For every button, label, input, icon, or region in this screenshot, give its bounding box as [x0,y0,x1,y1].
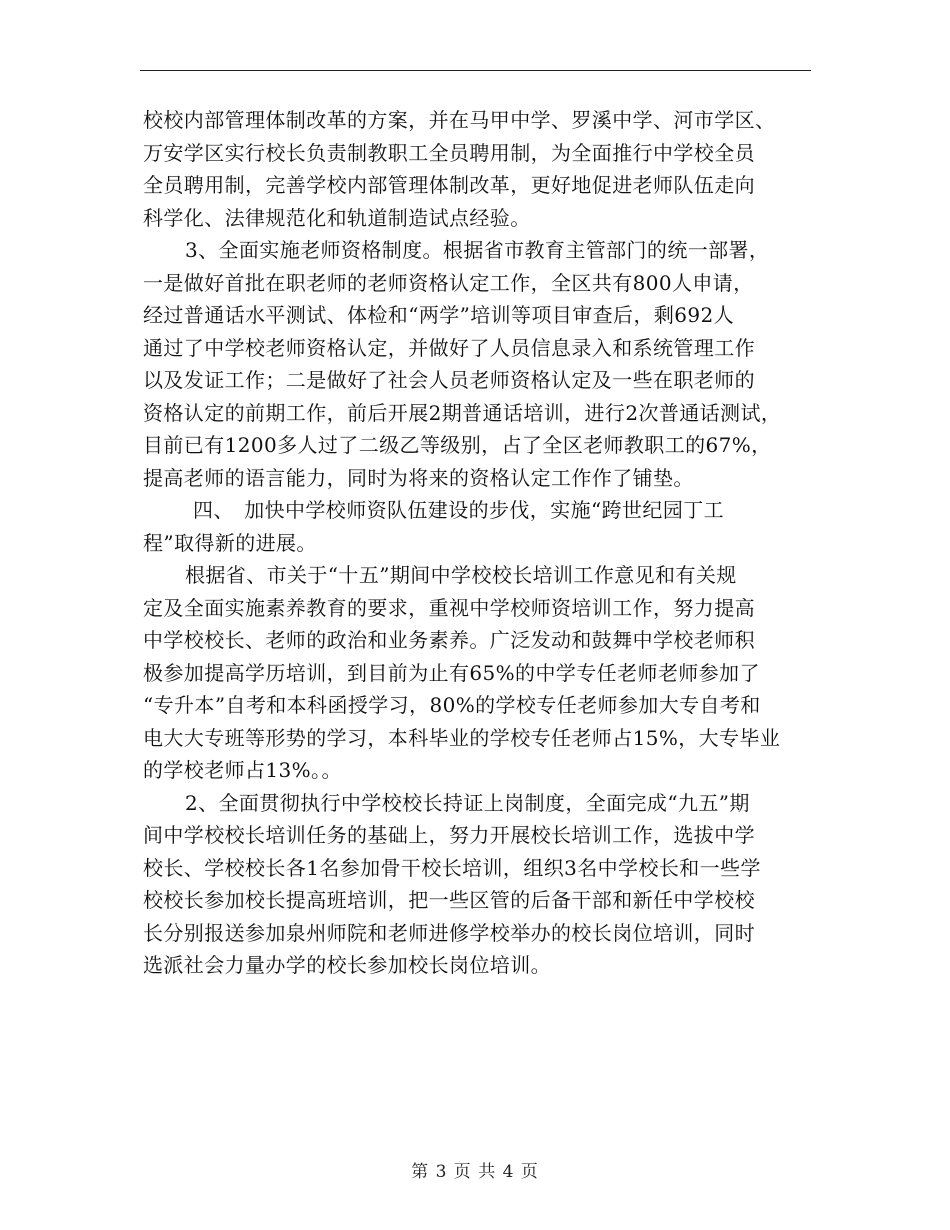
text-line: 科学化、法律规范化和轨道制造试点经验。 [143,205,531,230]
text-line: 根据省、市关于“十五”期间中学校校长培训工作意见和有关规 [185,563,737,587]
text-line: 间中学校校长培训任务的基础上，努力开展校长培训工作，选拔中学 [143,823,755,847]
text-line: 中学校校长、老师的政治和业务素养。广泛发动和鼓舞中学校老师积 [143,628,755,652]
text-line: 通过了中学校老师资格认定，并做好了人员信息录入和系统管理工作 [143,335,755,360]
text-line: 校校内部管理体制改革的方案，并在马甲中学、罗溪中学、河市学区、 [143,108,776,132]
text-line: 3、全面实施老师资格制度。根据省市教育主管部门的统一部署， [185,238,770,262]
text-line: 程”取得新的进展。 [143,530,317,555]
paragraph [143,787,815,982]
text-line: 万安学区实行校长负责制教职工全员聘用制，为全面推行中学校全员 [143,140,755,165]
text-line: 一是做好首批在职老师的老师资格认定工作，全区共有800人申请， [143,270,754,295]
text-line: 全员聘用制，完善学校内部管理体制改革，更好地促进老师队伍走向 [143,173,755,197]
paragraph [143,104,815,234]
header-rule [140,70,811,71]
text-line: 经过普通话水平测试、体检和“两学”培训等项目审查后，剩692人 [143,303,735,327]
text-line: “专升本”自考和本科函授学习，80%的学校专任老师参加大专自考和 [143,693,761,717]
page-number-footer: 第 3 页 共 4 页 [411,1162,539,1182]
paragraph [143,234,815,494]
text-line: 的学校老师占13%。。 [143,758,342,782]
text-line: 选派社会力量办学的校长参加校长岗位培训。 [143,953,551,977]
text-line: 电大大专班等形势的学习，本科毕业的学校专任老师占15%，大专毕业 [143,725,781,750]
text-line: 提高老师的语言能力，同时为将来的资格认定工作作了铺垫。 [143,465,694,490]
text-line: 校校长参加校长提高班培训，把一些区管的后备干部和新任中学校校 [143,888,755,912]
text-line: 目前已有1200多人过了二级乙等级别，占了全区老师教职工的67%， [143,433,772,457]
text-line: 2、全面贯彻执行中学校校长持证上岗制度，全面完成“九五”期 [185,790,750,815]
text-line: 定及全面实施素养教育的要求，重视中学校师资培训工作，努力提高 [143,595,755,620]
text-line: 长分别报送参加泉州师院和老师进修学校举办的校长岗位培训，同时 [143,920,755,945]
text-line: 四、 加快中学校师资队伍建设的步伐，实施“跨世纪园丁工 [193,498,725,522]
text-line: 资格认定的前期工作，前后开展2期普通话培训，进行2次普通话测试， [143,400,782,425]
paragraph [143,559,815,787]
section-heading [143,494,815,559]
document-body [143,104,815,982]
text-line: 以及发证工作；二是做好了社会人员老师资格认定及一些在职老师的 [143,368,755,392]
text-line: 极参加提高学历培训，到目前为止有65%的中学专任老师老师参加了 [143,660,760,685]
text-line: 校长、学校校长各1名参加骨干校长培训，组织3名中学校长和一些学 [143,855,761,880]
